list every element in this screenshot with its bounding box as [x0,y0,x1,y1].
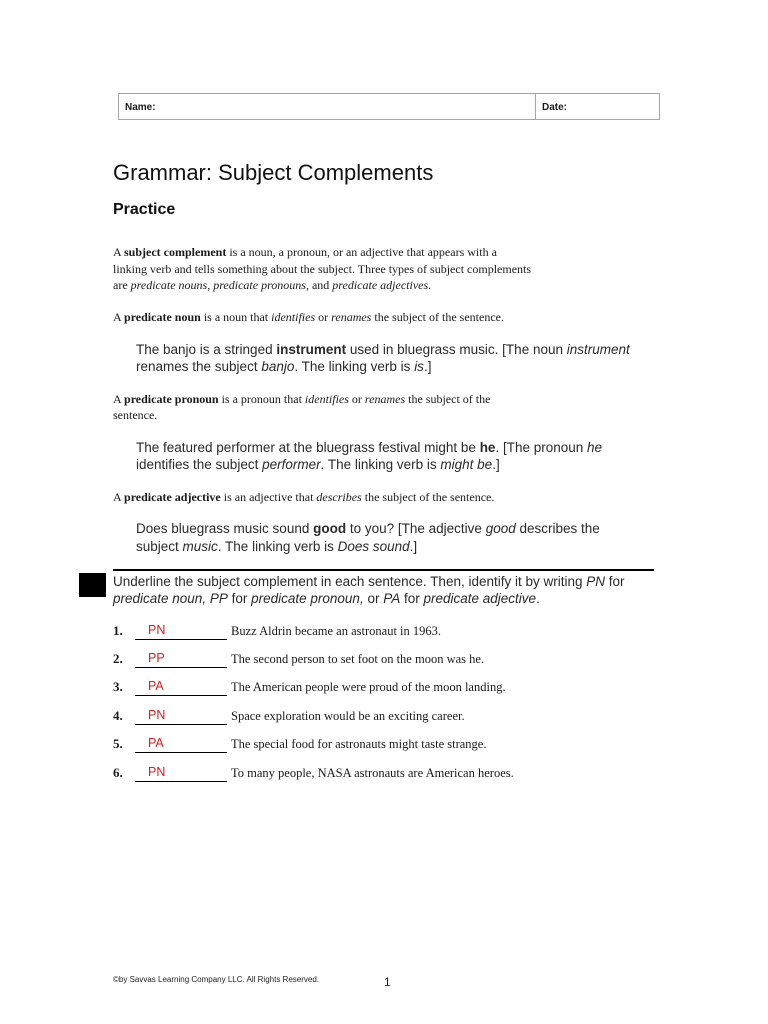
example-text: . The linking verb is [320,457,441,472]
exercise-sentence: Buzz Aldrin became an astronaut in 1963. [231,624,442,638]
example-text: The banjo is a stringed [136,342,277,357]
intro-line-2: linking verb and tells something about the subject. Three types of subject complements [113,262,532,276]
def-text: or [315,310,332,324]
example-text: describes the [515,521,600,536]
instruction-italic: PN [586,574,606,589]
intro-text: . [428,278,432,292]
answer-text: PP [148,651,165,665]
exercise-sentence: Space exploration would be an exciting career. [231,709,465,723]
intro-text: , [207,278,214,292]
example-text: used in bluegrass music. [The noun [346,342,567,357]
def-italic: identifies [271,310,316,324]
section-marker-square [79,573,106,597]
example-bold: he [479,440,496,455]
def-text: the subject of the [405,392,491,406]
answer-text: PN [148,708,166,722]
example-italic: banjo [261,359,295,374]
def-text: the subject of the sentence. [371,310,504,324]
predicate-noun-example-line-2 [136,358,431,376]
def-text: A [113,310,125,324]
copyright-notice: ©by Savvas Learning Company LLC. All Rights Reserved. [113,975,319,984]
term-predicate-adjectives: predicate adjectives [332,278,429,292]
term-predicate-pronouns: predicate pronouns [213,278,306,292]
page-number: 1 [384,975,391,989]
instruction-text: Underline the subject complement in each sentence. Then, identify it by writing [113,574,587,589]
instruction-text: for [605,574,625,589]
item-number: 5. [113,736,123,751]
example-text: to you? [The adjective [346,521,486,536]
example-text: .] [423,359,432,374]
example-italic: instrument [566,342,630,357]
def-italic: renames [364,392,406,406]
example-text: . The linking verb is [294,359,415,374]
instruction-text: for [227,591,252,606]
date-label: Date: [542,102,568,113]
instruction-text: or [363,591,384,606]
def-text: the subject of the sentence. [361,490,495,504]
exercise-sentence: The second person to set foot on the moon was he. [231,652,485,666]
predicate-pronoun-definition-line-2: sentence. [113,408,158,422]
item-number: 1. [113,623,123,638]
name-date-divider [535,94,536,119]
instruction-text: for [400,591,424,606]
intro-text: A [113,245,125,259]
name-label: Name: [125,102,156,113]
term-predicate-adjective: predicate adjective [124,490,221,504]
instructions-line-2 [113,590,540,608]
def-text: A [113,392,125,406]
exercise-sentence: The American people were proud of the moon landing. [231,680,506,694]
example-text: .] [409,539,418,554]
example-italic: might be [440,457,493,472]
instruction-text: . [536,591,540,606]
intro-text: are [113,278,131,292]
example-bold: instrument [276,342,347,357]
intro-text: , and [305,278,333,292]
predicate-adjective-example-line-1 [136,520,600,538]
example-text: .] [492,457,500,472]
def-text: or [348,392,365,406]
instruction-italic: predicate noun, PP [113,591,228,606]
item-number: 4. [113,708,123,723]
answer-text: PN [148,623,166,637]
example-bold: good [313,521,347,536]
name-date-box [118,93,660,120]
example-text: subject [136,539,183,554]
def-text: is an adjective that [220,490,317,504]
item-number: 6. [113,765,123,780]
predicate-pronoun-definition-line-1 [113,391,490,407]
exercise-sentence: To many people, NASA astronauts are American heroes. [231,766,514,780]
def-italic: renames [331,310,372,324]
example-italic: Does sound [337,539,410,554]
instruction-italic: predicate pronoun, [251,591,364,606]
term-predicate-nouns: predicate nouns [130,278,208,292]
predicate-noun-definition [113,309,504,325]
example-italic: performer [262,457,321,472]
answer-text: PN [148,765,166,779]
instruction-italic: PA [383,591,401,606]
page-title: Grammar: Subject Complements [113,160,434,185]
page-subtitle: Practice [113,201,176,218]
item-number: 2. [113,651,123,666]
term-predicate-noun: predicate noun [124,310,201,324]
def-text: is a pronoun that [218,392,305,406]
predicate-noun-example-line-1 [136,341,630,359]
def-text: is a noun that [200,310,272,324]
intro-line-3 [113,277,431,293]
section-divider-rule [113,569,654,571]
example-text: . The linking verb is [217,539,338,554]
def-text: A [113,490,125,504]
predicate-pronoun-example-line-2 [136,456,500,474]
predicate-adjective-example-line-2 [136,538,417,556]
example-italic: good [485,521,516,536]
intro-line-1 [113,244,497,260]
example-italic: he [587,440,603,455]
def-italic: describes [316,490,362,504]
example-italic: is [414,359,424,374]
example-text: renames the subject [136,359,262,374]
term-subject-complement: subject complement [124,245,227,259]
item-number: 3. [113,679,123,694]
predicate-pronoun-example-line-1 [136,439,602,457]
instructions-line-1 [113,573,625,591]
instruction-italic: predicate adjective [423,591,537,606]
exercise-sentence: The special food for astronauts might taste strange. [231,737,487,751]
example-italic: music [182,539,218,554]
example-text: Does bluegrass music sound [136,521,314,536]
predicate-adjective-definition [113,489,494,505]
intro-text: is a noun, a pronoun, or an adjective that appears with a [226,245,497,259]
example-text: The featured performer at the bluegrass festival might be [136,440,480,455]
answer-text: PA [148,679,164,693]
def-italic: identifies [304,392,349,406]
example-text: . [The pronoun [495,440,588,455]
example-text: identifies the subject [136,457,263,472]
term-predicate-pronoun: predicate pronoun [124,392,219,406]
answer-text: PA [148,736,164,750]
